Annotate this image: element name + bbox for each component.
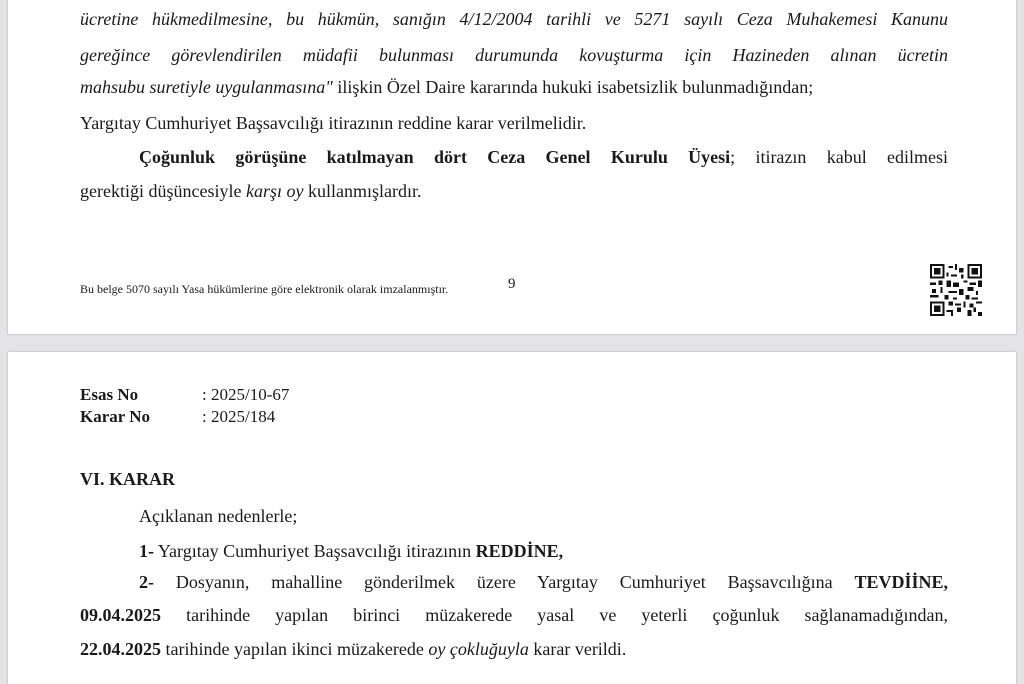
text-line: mahsubu suretiyle uygulanmasına" ilişkin Özel Daire kararında hukuki isabetsizlik bulunmadığından; bbox=[80, 77, 814, 97]
text-line: gereğince görevlendirilen müdafii bulunması durumunda kovuşturma için Hazineden alınan ücretin bbox=[80, 45, 948, 65]
text-line: ücretine hükmedilmesine, bu hükmün, sanığın 4/12/2004 tarihli ve 5271 sayılı Ceza Muhakemesi Kanunu bbox=[80, 9, 948, 29]
intro-line: Açıklanan nedenlerle; bbox=[139, 506, 298, 526]
decision-item-2: 2- Dosyanın, mahalline gönderilmek üzere Yargıtay Cumhuriyet Başsavcılığına TEVDİİNE, bbox=[139, 572, 948, 592]
document-page-9 bbox=[8, 0, 1016, 334]
document-page-10 bbox=[8, 352, 1016, 684]
dissent-line: Çoğunluk görüşüne katılmayan dört Ceza Genel Kurulu Üyesi; itirazın kabul edilmesi bbox=[139, 147, 948, 167]
esas-no-field: Esas No : 2025/10-67 bbox=[80, 385, 290, 404]
karar-no-field: Karar No : 2025/184 bbox=[80, 407, 276, 426]
qr-code-icon bbox=[930, 264, 982, 316]
e-signature-footer: Bu belge 5070 sayılı Yasa hükümlerine göre elektronik olarak imzalanmıştır. bbox=[80, 282, 449, 296]
text-line: gerektiği düşüncesiyle karşı oy kullanmışlardır. bbox=[80, 181, 422, 201]
page-number: 9 bbox=[508, 276, 516, 292]
section-heading: VI. KARAR bbox=[80, 469, 176, 489]
text-line: 22.04.2025 tarihinde yapılan ikinci müzakerede oy çokluğuyla karar verildi. bbox=[80, 639, 627, 659]
text-line: Yargıtay Cumhuriyet Başsavcılığı itirazının reddine karar verilmelidir. bbox=[80, 113, 587, 133]
decision-item-1: 1- Yargıtay Cumhuriyet Başsavcılığı itirazının REDDİNE, bbox=[139, 541, 564, 561]
text-line: 09.04.2025 tarihinde yapılan birinci müzakerede yasal ve yeterli çoğunluk sağlanamadığından, bbox=[80, 605, 948, 625]
